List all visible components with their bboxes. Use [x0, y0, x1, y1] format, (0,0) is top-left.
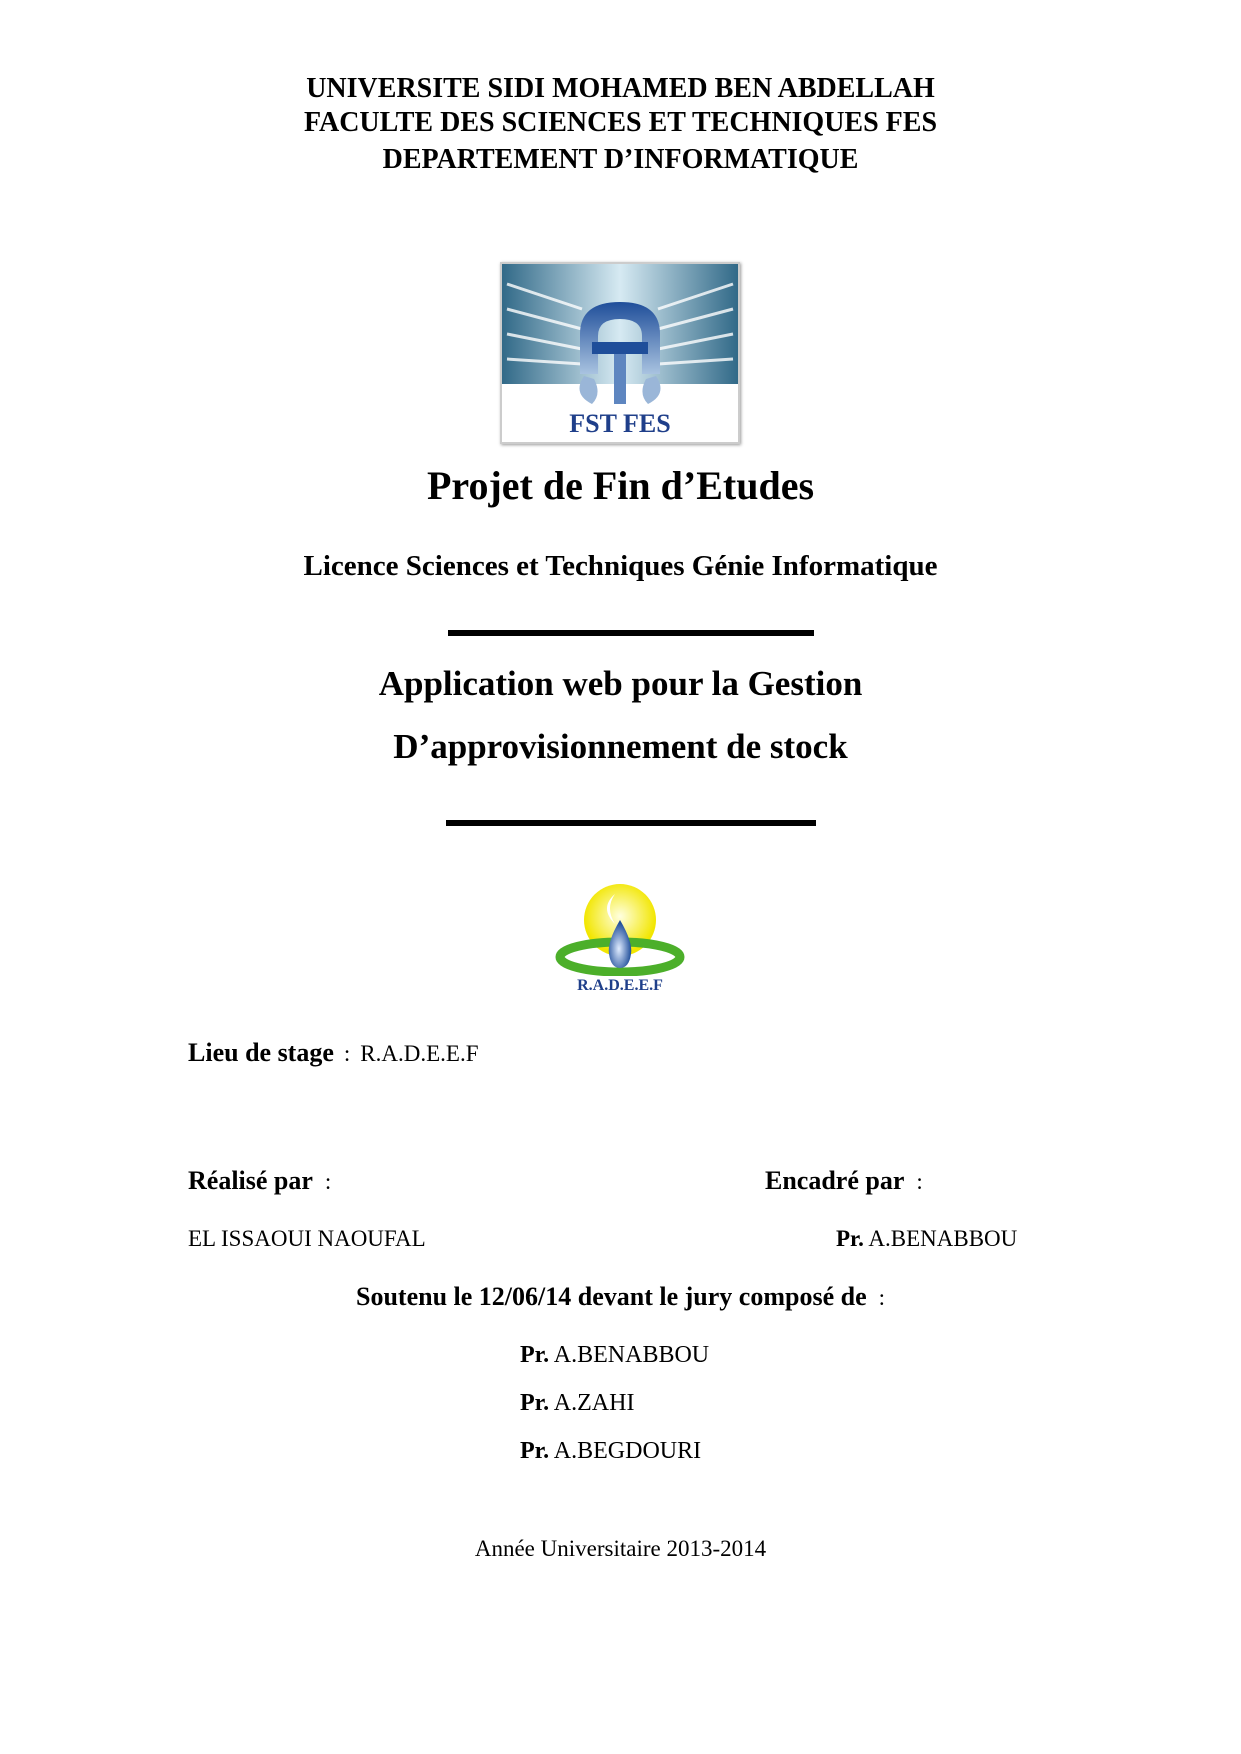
internship-separator: :	[343, 1041, 351, 1066]
jury-member	[520, 1390, 634, 1417]
supervisor-label-row	[765, 1166, 923, 1196]
document-type: Projet de Fin d’Etudes	[426, 463, 815, 508]
author-separator: :	[324, 1169, 332, 1194]
divider-bottom	[446, 820, 816, 826]
author-label: Réalisé par	[188, 1166, 313, 1195]
defense-row	[0, 1282, 1241, 1312]
supervisor-label: Encadré par	[765, 1166, 905, 1195]
radeef-logo	[555, 872, 685, 994]
faculty-name: FACULTE DES SCIENCES ET TECHNIQUES FES	[303, 107, 938, 138]
internship-row	[188, 1038, 478, 1068]
supervisor-prefix: Pr.	[836, 1226, 864, 1251]
jury-prefix: Pr.	[520, 1390, 550, 1416]
defense-separator: :	[878, 1285, 885, 1310]
jury-name: A.BEGDOURI	[553, 1438, 702, 1464]
university-name: UNIVERSITE SIDI MOHAMED BEN ABDELLAH	[306, 73, 935, 104]
project-title-line1: Application web pour la Gestion	[378, 664, 863, 703]
jury-prefix: Pr.	[520, 1438, 550, 1464]
jury-member	[520, 1438, 701, 1465]
degree-name: Licence Sciences et Techniques Génie Informatique	[303, 550, 938, 582]
supervisor-separator: :	[916, 1169, 923, 1194]
jury-member	[520, 1342, 709, 1369]
internship-value: R.A.D.E.E.F	[360, 1041, 479, 1066]
jury-name: A.ZAHI	[553, 1390, 635, 1416]
internship-label: Lieu de stage	[188, 1038, 334, 1067]
svg-text:R.A.D.E.E.F: R.A.D.E.E.F	[577, 977, 663, 994]
academic-year: Année Universitaire 2013-2014	[474, 1536, 767, 1561]
jury-name: A.BENABBOU	[553, 1342, 710, 1368]
department-name: DEPARTEMENT D’INFORMATIQUE	[382, 144, 859, 175]
supervisor-name-row	[836, 1226, 1017, 1252]
fst-emblem-icon	[502, 264, 738, 442]
jury-prefix: Pr.	[520, 1342, 550, 1368]
supervisor-name: A.BENABBOU	[868, 1226, 1018, 1251]
author-label-row	[188, 1166, 331, 1196]
fst-fes-logo	[500, 262, 740, 444]
author-name: EL ISSAOUI NAOUFAL	[188, 1226, 426, 1251]
project-title-line2: D’approvisionnement de stock	[393, 727, 848, 766]
divider-top	[448, 630, 814, 636]
radeef-emblem-icon	[555, 872, 685, 994]
svg-text:FST FES: FST FES	[569, 409, 671, 438]
defense-text: Soutenu le 12/06/14 devant le jury composé de	[356, 1282, 867, 1311]
